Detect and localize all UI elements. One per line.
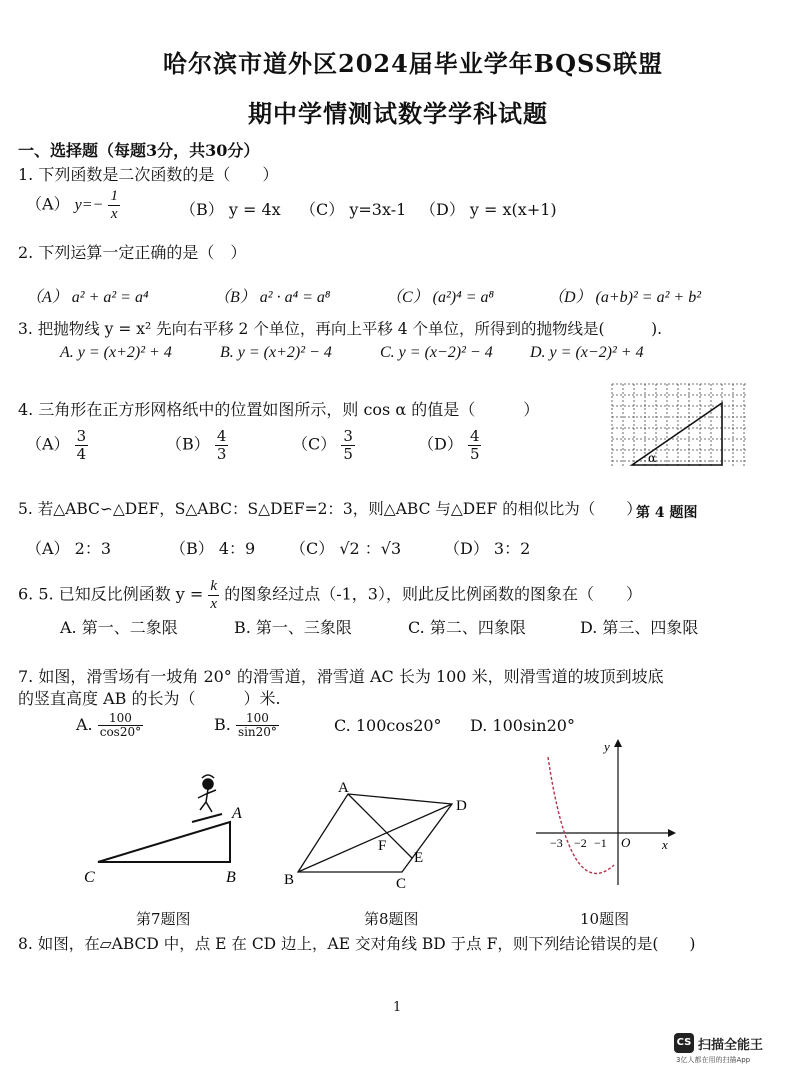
q3-option-b: B. y = (x+2)² − 4 bbox=[220, 344, 332, 361]
q10-tick-m3: −3 bbox=[550, 836, 563, 850]
q2-option-b: （B） a² · a⁴ = a⁸ bbox=[214, 289, 331, 306]
q1-option-c: （C） y=3x-1 bbox=[300, 200, 407, 219]
q1-a-num: 1 bbox=[110, 188, 118, 204]
q4-c-num: 3 bbox=[343, 427, 353, 445]
q3-option-d: D. y = (x−2)² + 4 bbox=[530, 344, 644, 361]
q1-option-d: （D） y = x(x+1) bbox=[420, 200, 557, 219]
q5-option-d: （D） 3：2 bbox=[444, 539, 531, 558]
q7-label-a: A bbox=[232, 805, 242, 822]
q4-c-den: 5 bbox=[343, 444, 353, 463]
scanner-logo-icon: CS bbox=[674, 1033, 694, 1053]
q7-option-d: D. 100sin20° bbox=[470, 716, 575, 735]
q6-option-d: D. 第三、四象限 bbox=[580, 618, 699, 637]
page-number: 1 bbox=[393, 1000, 402, 1015]
q6-stem-pre: 6. 5. 已知反比例函数 y = bbox=[18, 584, 204, 604]
q8-label-f: F bbox=[378, 838, 387, 854]
q3-stem: 3. 把抛物线 y = x² 先向右平移 2 个单位，再向上平移 4 个单位，所得到的抛物线是( ). bbox=[18, 320, 663, 338]
q10-label-x: x bbox=[662, 837, 668, 852]
q4-d-num: 4 bbox=[469, 427, 480, 445]
q3-option-c: C. y = (x−2)² − 4 bbox=[380, 344, 493, 361]
q8-figure bbox=[280, 780, 470, 895]
q6-stem-post: 的图象经过点（-1，3），则此反比例函数的图象在（ ） bbox=[224, 584, 642, 604]
q4-d-label: （D） bbox=[418, 434, 463, 454]
q8-label-e: E bbox=[414, 850, 424, 866]
q8-stem: 8. 如图，在▱ABCD 中，点 E 在 CD 边上，AE 交对角线 BD 于点 F，则下列结论错误的是( ) bbox=[18, 935, 696, 953]
q10-figure bbox=[530, 735, 680, 895]
q10-tick-m2: −2 bbox=[574, 836, 587, 850]
q7-figure-caption: 第7题图 bbox=[136, 910, 191, 928]
q1-option-a bbox=[26, 188, 120, 222]
q4-grid-figure bbox=[610, 382, 748, 468]
q4-b-label: （B） bbox=[166, 434, 210, 454]
q7-option-c: C. 100cos20° bbox=[334, 716, 442, 735]
q7-figure bbox=[80, 770, 260, 890]
q4-alpha-label: α bbox=[648, 451, 657, 465]
q8-label-c: C bbox=[396, 876, 407, 892]
q10-parabola bbox=[548, 757, 614, 874]
q10-tick-m1: −1 bbox=[594, 836, 607, 850]
q5-stem: 5. 若△ABC∽△DEF，S△ABC：S△DEF=2：3，则△ABC 与△DEF 的相似比为（ ） bbox=[18, 500, 642, 518]
scanner-name: 扫描全能王 bbox=[698, 1038, 764, 1053]
q7-slope-triangle bbox=[98, 822, 230, 862]
q7-label-c: C bbox=[84, 869, 95, 886]
q5-option-a: （A） 2：3 bbox=[26, 539, 112, 558]
q10-label-origin: O bbox=[621, 835, 631, 850]
q7-a-num: 100 bbox=[98, 712, 143, 726]
scanner-badge bbox=[674, 1031, 786, 1069]
q7-stem-line2: 的竖直高度 AB 的长为（ ）米. bbox=[18, 689, 281, 708]
q5-option-c: （C） √2 ：√3 bbox=[290, 539, 402, 558]
q4-a-num: 3 bbox=[76, 427, 87, 445]
q6-k: k bbox=[210, 578, 218, 594]
skier-icon bbox=[192, 775, 222, 822]
q4-c-label: （C） bbox=[292, 434, 337, 454]
q8-parallelogram bbox=[298, 794, 452, 872]
page-title-line1: 哈尔滨市道外区2024届毕业学年BQSS联盟 bbox=[163, 49, 664, 78]
q7-option-b bbox=[214, 712, 279, 739]
q8-label-b: B bbox=[284, 872, 295, 888]
q4-b-num: 4 bbox=[216, 427, 227, 445]
q6-stem bbox=[18, 578, 642, 612]
q7-a-label: A. bbox=[76, 715, 93, 735]
q4-option-a bbox=[26, 428, 88, 462]
q1-option-b: （B） y = 4x bbox=[180, 200, 281, 219]
q4-a-label: （A） bbox=[26, 434, 70, 454]
q8-label-d: D bbox=[456, 798, 467, 814]
q4-a-den: 4 bbox=[76, 444, 87, 463]
q3-option-a: A. y = (x+2)² + 4 bbox=[60, 344, 172, 361]
q7-b-den: sin20° bbox=[237, 725, 277, 740]
q1-a-label: （A） bbox=[26, 194, 70, 214]
q6-option-b: B. 第一、三象限 bbox=[234, 618, 352, 637]
q10-y-arrow bbox=[614, 739, 622, 747]
q2-stem: 2. 下列运算一定正确的是（ ） bbox=[18, 243, 247, 262]
q4-b-den: 3 bbox=[216, 444, 227, 463]
q10-x-arrow bbox=[668, 829, 676, 837]
q8-diagonal-bd bbox=[298, 804, 452, 872]
q1-a-den: x bbox=[110, 205, 118, 222]
q1-a-expr: y=− bbox=[74, 196, 104, 214]
q8-label-a: A bbox=[338, 780, 349, 796]
q8-figure-caption: 第8题图 bbox=[364, 910, 419, 928]
q4-option-b bbox=[166, 428, 228, 462]
scanner-tagline: 3亿人都在用的扫描App bbox=[676, 1056, 751, 1064]
q6-x: x bbox=[210, 595, 218, 612]
q4-d-den: 5 bbox=[469, 444, 480, 463]
q10-label-y: y bbox=[604, 739, 610, 754]
page-title-line2: 期中学情测试数学学科试题 bbox=[248, 99, 548, 128]
q7-label-b: B bbox=[226, 869, 236, 886]
q10-figure-caption: 10题图 bbox=[580, 910, 630, 928]
q7-stem-line1: 7. 如图，滑雪场有一坡角 20° 的滑雪道，滑雪道 AC 长为 100 米，则滑雪道的坡顶到坡底 bbox=[18, 667, 664, 686]
q1-stem: 1. 下列函数是二次函数的是（ ） bbox=[18, 165, 279, 184]
q7-option-a bbox=[76, 712, 143, 739]
q4-option-c bbox=[292, 428, 355, 462]
q7-b-num: 100 bbox=[236, 712, 279, 726]
q2-option-c: （C） (a²)⁴ = a⁸ bbox=[386, 289, 495, 306]
q2-option-a: （A） a² + a² = a⁴ bbox=[26, 289, 149, 306]
q2-option-d: （D） (a+b)² = a² + b² bbox=[548, 289, 701, 306]
q4-triangle bbox=[632, 403, 722, 465]
section-heading: 一、选择题（每题3分，共30分） bbox=[18, 141, 260, 160]
q6-option-a: A. 第一、二象限 bbox=[60, 618, 178, 637]
q4-figure-caption: 第 4 题图 bbox=[636, 505, 698, 521]
q4-stem: 4. 三角形在正方形网格纸中的位置如图所示，则 cos α 的值是（ ） bbox=[18, 400, 540, 419]
q4-option-d bbox=[418, 428, 481, 462]
q6-option-c: C. 第二、四象限 bbox=[408, 618, 526, 637]
q5-option-b: （B） 4：9 bbox=[170, 539, 256, 558]
q7-a-den: cos20° bbox=[99, 725, 142, 740]
q7-b-label: B. bbox=[214, 715, 231, 735]
